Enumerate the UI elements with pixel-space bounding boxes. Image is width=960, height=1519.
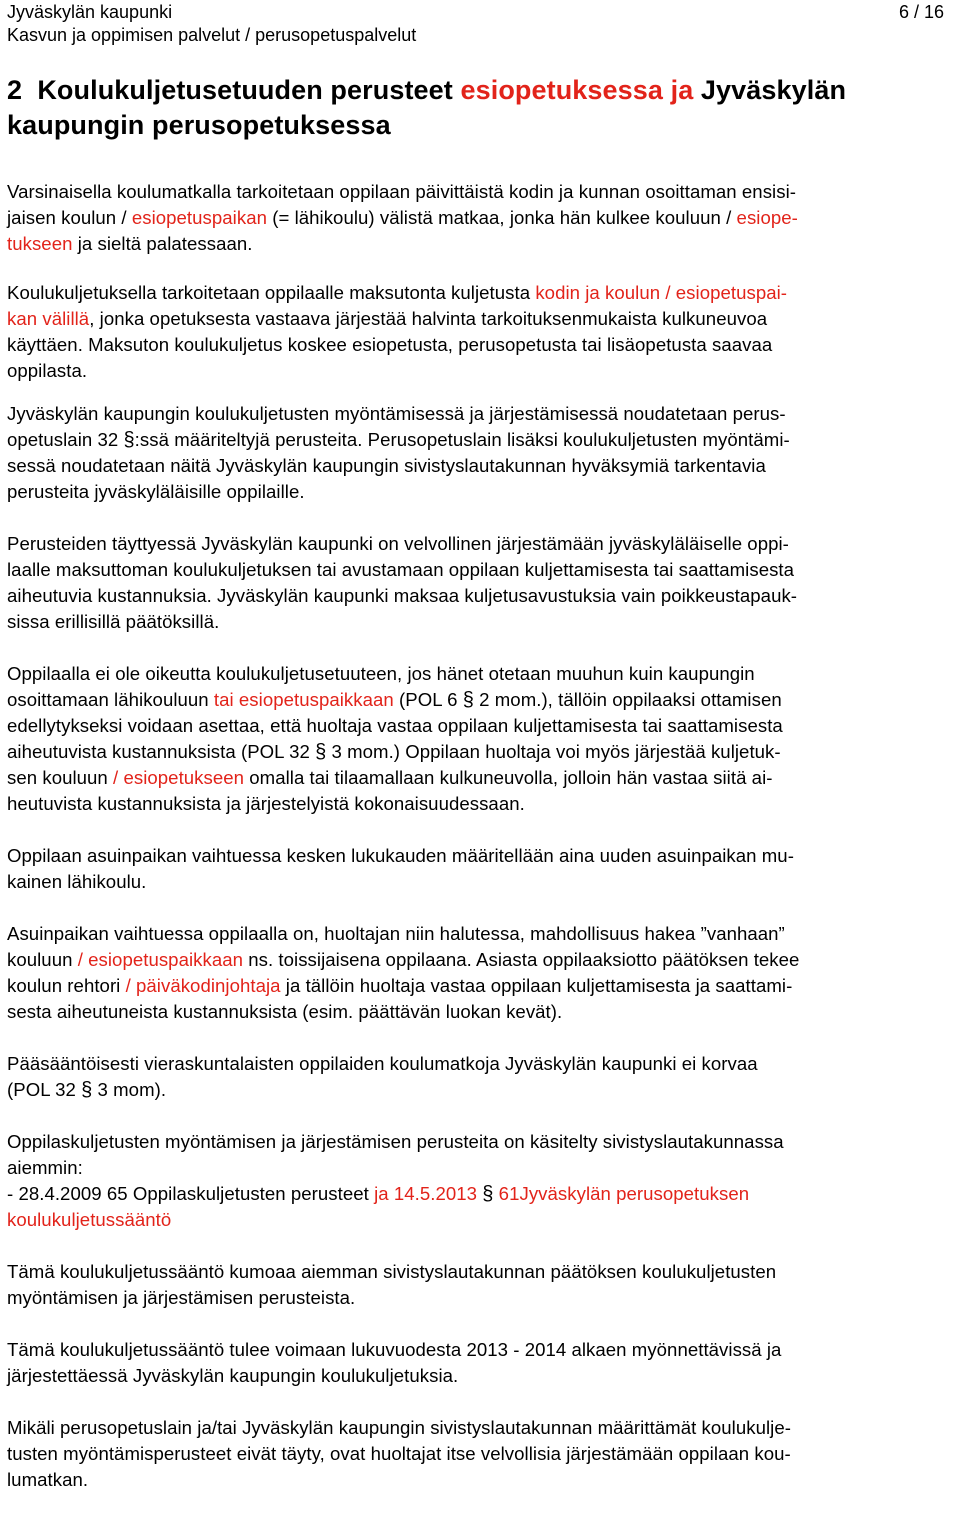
text-run: Jyväskylän kaupungin koulukuljetusten myöntämisessä ja järjestämisessä noudatetaan perus- [7, 403, 786, 424]
text-run: omalla tai tilaamallaan kulkuneuvolla, jolloin hän vastaa siitä ai- [244, 767, 773, 788]
text-run: Tämä koulukuljetussääntö kumoaa aiemman sivistyslautakunnan päätöksen koulukuljetusten [7, 1261, 777, 1282]
paragraph-line [7, 739, 947, 765]
text-run: osoittamaan lähikouluun [7, 689, 214, 710]
body-paragraph [7, 921, 947, 1025]
paragraph-line [7, 1181, 947, 1207]
document-body [7, 179, 947, 1493]
paragraph-line [7, 1051, 947, 1077]
text-run: (POL 32 [7, 1079, 82, 1100]
body-paragraph [7, 531, 947, 635]
text-run: jaisen koulun / [7, 207, 132, 228]
paragraph-line [7, 765, 947, 791]
paragraph-line [7, 687, 947, 713]
text-run: ja sieltä palatessaan. [72, 233, 253, 254]
paragraph-line [7, 557, 947, 583]
text-run: Koulukuljetuksella tarkoitetaan oppilaalle maksutonta kuljetusta [7, 282, 536, 303]
highlighted-text: / esiopetuspaikkaan [77, 949, 244, 970]
section-title-part: Jyväskylän [693, 75, 847, 105]
highlighted-text: / päiväkodinjohtaja [125, 975, 281, 996]
text-run: Perusteiden täyttyessä Jyväskylän kaupunki on velvollinen järjestämään jyväskyläläiselle oppi- [7, 533, 789, 554]
section-sign: § [315, 741, 327, 763]
text-run: Tämä koulukuljetussääntö tulee voimaan lukuvuodesta 2013 - 2014 alkaen myönnettävissä ja [7, 1339, 782, 1360]
text-run: lumatkan. [7, 1469, 89, 1490]
paragraph-line [7, 609, 947, 635]
paragraph-line [7, 531, 947, 557]
paragraph-line [7, 999, 947, 1025]
page-header [7, 0, 947, 54]
highlighted-text: esiopetuspaikan [131, 207, 267, 228]
paragraph-line [7, 947, 947, 973]
section-sign: § [482, 1183, 494, 1205]
paragraph-line [7, 453, 947, 479]
text-run: sesta aiheutuneista kustannuksista (esim. päättävän luokan kevät). [7, 1001, 563, 1022]
paragraph-line [7, 1337, 947, 1363]
paragraph-line [7, 401, 947, 427]
paragraph-line [7, 921, 947, 947]
text-run: Oppilaskuljetusten myöntämisen ja järjestämisen perusteita on käsitelty sivistyslautakunnassa [7, 1131, 784, 1152]
body-paragraph [7, 401, 947, 505]
section-sign: § [123, 429, 135, 451]
text-run: :ssä määriteltyjä perusteita. Perusopetuslain lisäksi koulukuljetusten myöntämi- [134, 429, 790, 450]
highlighted-text: tukseen [7, 233, 73, 254]
text-run: 3 mom). [92, 1079, 167, 1100]
paragraph-line [7, 1259, 947, 1285]
paragraph-line [7, 791, 947, 817]
paragraph-line [7, 231, 947, 257]
body-paragraph [7, 1259, 947, 1311]
paragraph-line [7, 1077, 947, 1103]
paragraph-line [7, 1467, 947, 1493]
paragraph-line [7, 1285, 947, 1311]
section-title-part: Koulukuljetusetuuden perusteet [37, 75, 461, 105]
section-sign: § [81, 1079, 93, 1101]
text-run: - 28.4.2009 65 Oppilaskuljetusten perusteet [7, 1183, 375, 1204]
text-run: heutuvista kustannuksista ja järjestelyistä kokonaisuudessaan. [7, 793, 525, 814]
paragraph-line [7, 583, 947, 609]
text-run: Asuinpaikan vaihtuessa oppilaalla on, huoltajan niin halutessa, mahdollisuus hakea ”vanhaan” [7, 923, 785, 944]
paragraph-line [7, 427, 947, 453]
body-paragraph [7, 843, 947, 895]
text-run: koulun rehtori [7, 975, 126, 996]
highlighted-text: tai esiopetuspaikkaan [213, 689, 394, 710]
text-run: ns. toissijaisena oppilaana. Asiasta oppilaaksiotto päätöksen tekee [243, 949, 800, 970]
section-title-line2: kaupungin perusopetuksessa [7, 110, 391, 140]
paragraph-line [7, 1415, 947, 1441]
text-run: , jonka opetuksesta vastaava järjestää halvinta tarkoituksenmukaista kulkuneuvoa [89, 308, 768, 329]
paragraph-line [7, 869, 947, 895]
text-run: Oppilaalla ei ole oikeutta koulukuljetusetuuteen, jos hänet otetaan muuhun kuin kaupungin [7, 663, 755, 684]
text-run: aiemmin: [7, 1157, 83, 1178]
text-run: Mikäli perusopetuslain ja/tai Jyväskylän kaupungin sivistyslautakunnan määrittämät koulukulje- [7, 1417, 791, 1438]
highlighted-text: 61Jyväskylän perusopetuksen [493, 1183, 750, 1204]
text-run: oppilasta. [7, 360, 88, 381]
body-paragraph [7, 1129, 947, 1233]
text-run: kouluun [7, 949, 78, 970]
paragraph-line [7, 205, 947, 231]
text-run: opetuslain 32 [7, 429, 124, 450]
text-run: perusteita jyväskyläläisille oppilaille. [7, 481, 305, 502]
highlighted-text: ja 14.5.2013 [374, 1183, 483, 1204]
paragraph-line [7, 1363, 947, 1389]
paragraph-line [7, 661, 947, 687]
paragraph-line [7, 843, 947, 869]
text-run: järjestettäessä Jyväskylän kaupungin koulukuljetuksia. [7, 1365, 459, 1386]
text-run: laalle maksuttoman koulukuljetuksen tai avustamaan oppilaan kuljettamisesta tai saattamisesta [7, 559, 795, 580]
department-name: Kasvun ja oppimisen palvelut / perusopetuspalvelut [7, 25, 417, 45]
text-run: aiheutuvista kustannuksista (POL 32 [7, 741, 316, 762]
text-run: edellytykseksi voidaan asettaa, että huoltaja vastaa oppilaan kuljettamisesta tai saattamisesta [7, 715, 783, 736]
paragraph-line [7, 479, 947, 505]
document-page [7, 0, 947, 1519]
text-run: (POL 6 [393, 689, 463, 710]
section-sign: § [462, 689, 474, 711]
text-run: kainen lähikoulu. [7, 871, 147, 892]
section-heading [7, 73, 947, 143]
organization-name: Jyväskylän kaupunki [7, 2, 173, 22]
body-paragraph [7, 1051, 947, 1103]
paragraph-line [7, 1129, 947, 1155]
body-paragraph [7, 280, 947, 384]
paragraph-line [7, 1207, 947, 1233]
text-run: (= lähikoulu) välistä matkaa, jonka hän kulkee kouluun / [266, 207, 737, 228]
text-run: sissa erillisillä päätöksillä. [7, 611, 220, 632]
body-paragraph [7, 179, 947, 257]
text-run: Oppilaan asuinpaikan vaihtuessa kesken lukukauden määritellään aina uuden asuinpaikan mu- [7, 845, 794, 866]
highlighted-text: kan välillä [7, 308, 90, 329]
page-number: 6 / 16 [898, 2, 944, 22]
text-run: 2 mom.), tällöin oppilaaksi ottamisen [473, 689, 782, 710]
section-title-highlight: esiopetuksessa ja [460, 75, 694, 105]
text-run: ja tällöin huoltaja vastaa oppilaan kuljettamisesta ja saattami- [280, 975, 793, 996]
body-paragraph [7, 1337, 947, 1389]
body-paragraph [7, 1415, 947, 1493]
paragraph-line [7, 306, 947, 332]
text-run: Pääsääntöisesti vieraskuntalaisten oppilaiden koulumatkoja Jyväskylän kaupunki ei korvaa [7, 1053, 758, 1074]
text-run: aiheutuvia kustannuksia. Jyväskylän kaupunki maksaa kuljetusavustuksia vain poikkeustapauk- [7, 585, 798, 606]
text-run: tusten myöntämisperusteet eivät täyty, ovat huoltajat itse velvollisia järjestämään oppilaan kou- [7, 1443, 791, 1464]
paragraph-line [7, 280, 947, 306]
text-run: Varsinaisella koulumatkalla tarkoitetaan oppilaan päivittäistä kodin ja kunnan osoittaman ensisi- [7, 181, 796, 202]
highlighted-text: esiope- [736, 207, 798, 228]
paragraph-line [7, 358, 947, 384]
paragraph-line [7, 973, 947, 999]
body-paragraph [7, 661, 947, 817]
text-run: myöntämisen ja järjestämisen perusteista. [7, 1287, 356, 1308]
text-run: käyttäen. Maksuton koulukuljetus koskee esiopetusta, perusopetusta tai lisäopetusta saavaa [7, 334, 773, 355]
text-run: sessä noudatetaan näitä Jyväskylän kaupungin sivistyslautakunnan hyväksymiä tarkentavia [7, 455, 766, 476]
paragraph-line [7, 713, 947, 739]
text-run: sen kouluun [7, 767, 114, 788]
paragraph-line [7, 179, 947, 205]
highlighted-text: / esiopetukseen [113, 767, 245, 788]
paragraph-line [7, 1441, 947, 1467]
highlighted-text: koulukuljetussääntö [7, 1209, 172, 1230]
highlighted-text: kodin ja koulun / esiopetuspai- [535, 282, 788, 303]
paragraph-line [7, 1155, 947, 1181]
section-number: 2 [7, 75, 23, 105]
paragraph-line [7, 332, 947, 358]
text-run: 3 mom.) Oppilaan huoltaja voi myös järjestää kuljetuk- [326, 741, 781, 762]
